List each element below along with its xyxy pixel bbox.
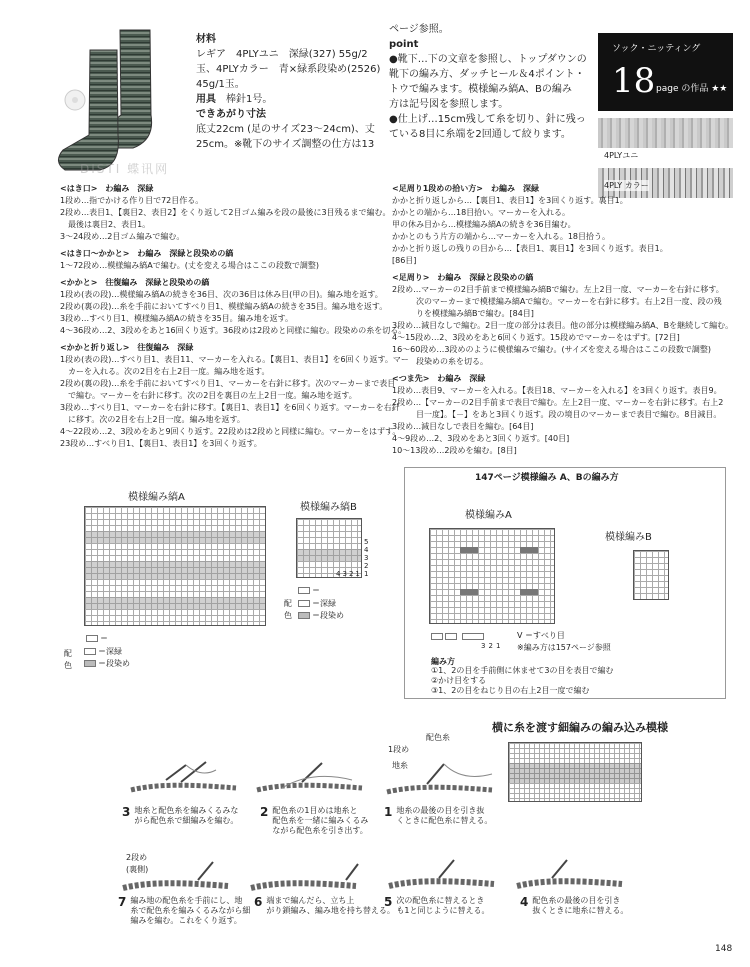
chart-a-shade bbox=[85, 531, 265, 543]
label-row2: 2段め (裏側) bbox=[126, 853, 149, 874]
shade-box-icon bbox=[84, 660, 96, 667]
slip-key-text: ＝すべり目 bbox=[525, 631, 565, 640]
blank-box-icon bbox=[445, 633, 457, 640]
materials-block bbox=[196, 32, 386, 152]
section-line: 3段め…減目なしで編む。2目一度の部分は表目。他の部分は模様編み縞A、Bを継続して編む。 bbox=[392, 321, 734, 330]
blank-box-icon bbox=[86, 635, 98, 642]
method-step: ③1、2の目をねじり目の右上2目一度で編む bbox=[431, 686, 590, 695]
section-line: 10～13段め…2段めを編む。[8目] bbox=[392, 446, 517, 455]
tools-value: 棒針1号。 bbox=[226, 94, 273, 105]
section-line: 4～22段め…2、3段めをあと9回くり返す。22段めは2段めと同様に編む。マーカーをはずす。 bbox=[60, 427, 401, 436]
section-line: 16～60段め…3段めのように模様編みで編む。(サイズを変える場合はここの段数で調整) bbox=[392, 345, 712, 354]
section-line: 2段め…【マーカーの2目手前まで表目で編む。左上2目一度、マーカーを右針に移す。右上2 bbox=[392, 398, 724, 407]
method-step: ①1、2の目を手前側に休ませて3の目を表目で編む bbox=[431, 666, 614, 675]
method-title: 編み方 bbox=[431, 657, 455, 666]
step-illustration bbox=[246, 860, 366, 900]
chart-a-blank-key bbox=[86, 633, 108, 645]
chart-b-legend bbox=[298, 598, 344, 622]
point-lead: ページ参照。 bbox=[389, 24, 449, 35]
section-title: <はき口～かかと> わ編み 深緑と段染めの縞 bbox=[60, 249, 234, 258]
section-ashimawari bbox=[392, 272, 732, 368]
point-line-3: トウで編みます。模様編み縞A、Bの編み bbox=[389, 84, 572, 95]
method-steps bbox=[431, 666, 613, 696]
section-line: 3段め…減目なしで表目を編む。[64目] bbox=[392, 422, 534, 431]
section-line: 甲の休み目から…模様編み縞Aの続きを36目編む。 bbox=[392, 220, 576, 229]
chart-a-shade bbox=[85, 561, 265, 579]
chart-a-legend bbox=[84, 646, 130, 670]
legend-shade-text: ＝段染め bbox=[312, 611, 344, 620]
section-line: 4～9段め…2、3段めをあと3回くり返す。[40目] bbox=[392, 434, 570, 443]
col-num: 1 bbox=[495, 642, 501, 650]
step-illustration bbox=[512, 858, 632, 898]
step-number: 6 bbox=[254, 895, 263, 909]
stitch-box-icon bbox=[462, 633, 484, 640]
section-line: かかとの端から…18目拾い。マーカーを入れる。 bbox=[392, 208, 571, 217]
chart-b-row-nums bbox=[364, 538, 368, 578]
plain-box-icon bbox=[84, 648, 96, 655]
materials-line-1: レギア 4PLYユニ 深緑(327) 55g/2 bbox=[196, 49, 368, 60]
section-line: 3～24段め…2目ゴム編みで編む。 bbox=[60, 232, 185, 241]
step-caption bbox=[254, 896, 395, 916]
point-block bbox=[389, 22, 594, 142]
section-title: <つま先> わ編み 深緑 bbox=[392, 374, 486, 383]
point-heading: point bbox=[389, 39, 419, 50]
col-num: 1 bbox=[355, 570, 360, 578]
step-illustration bbox=[384, 858, 504, 898]
step-caption bbox=[260, 806, 368, 836]
pattern-ab-header: 147ページ模様編み A、Bの編み方 bbox=[475, 473, 619, 483]
pattern-col-nums bbox=[481, 642, 500, 650]
watermark-top: DISTI 蝶讯网 bbox=[80, 162, 170, 176]
section-line: 2段め…マーカーの2目手前まで模様編み縞Bで編む。左上2目一度、マーカーを右針に移す。 bbox=[392, 285, 724, 294]
section-line: 2段め(裏の段)…糸を手前においてすべり目1、マーカーを右針に移す。次のマーカーまで表目 bbox=[60, 379, 396, 388]
section-title: <かかと折り返し> 往復編み 深緑 bbox=[60, 343, 194, 352]
label-base: 地糸 bbox=[392, 761, 408, 770]
col-num: 2 bbox=[488, 642, 493, 650]
row-num: 1 bbox=[364, 570, 369, 578]
section-hakiguchi-kakato bbox=[60, 248, 395, 272]
step-number: 2 bbox=[260, 805, 269, 819]
step-number: 1 bbox=[384, 805, 393, 819]
pattern-b-grid bbox=[633, 550, 669, 600]
chart-a-legend-label: 配色 bbox=[64, 649, 72, 670]
tools-label: 用具 bbox=[196, 94, 216, 105]
chart-b-shade bbox=[297, 549, 361, 561]
row-num: 2 bbox=[364, 562, 369, 570]
section-kakato-orikaeshi bbox=[60, 342, 409, 450]
section-line: 2段め…表目1、【裏目2、表目2】をくり返して2目ゴム編みを段の最後に3目残るまで編む。 bbox=[60, 208, 391, 217]
section-line: 1段め(表の段)…すべり目1、表目11、マーカーを入れる。【裏目1、表目1】を6回くり返す。マー bbox=[60, 355, 409, 364]
chart-b-legend-label: 配色 bbox=[284, 599, 292, 620]
step-number: 7 bbox=[118, 895, 127, 909]
legend-plain-text: ＝深緑 bbox=[312, 599, 336, 608]
crochet-chart-shade bbox=[509, 763, 641, 783]
point-line-2: 靴下の編み方、ダッチヒール＆4ポイント・ bbox=[389, 69, 585, 80]
section-line: 4～36段め…2、3段めをあと16回くり返す。36段めは2段めと同様に編む。段染めの糸を切る。 bbox=[60, 326, 407, 335]
section-line: に移す。次の2目を右上2目一度。編み地を返す。 bbox=[60, 415, 245, 424]
chart-a-shade bbox=[85, 597, 265, 609]
step-text: 端まで編んだら、立ち上 がり鎖編み、編み地を持ち替える。 bbox=[266, 896, 395, 915]
method-step: ②かけ目をする bbox=[431, 676, 487, 685]
step-caption bbox=[520, 896, 628, 916]
pattern-a-title: 模様編みA bbox=[465, 510, 512, 521]
pattern-a-mark bbox=[520, 589, 538, 595]
section-tsumasaki bbox=[392, 373, 732, 457]
col-num: 4 bbox=[336, 570, 341, 578]
step-text: 地糸の最後の目を引き抜 くときに配色糸に替える。 bbox=[396, 806, 493, 825]
badge-label: ソック・ニッティング bbox=[612, 44, 701, 54]
yarn-label-color: 4PLY カラー bbox=[604, 181, 649, 190]
size-line-1: 底丈22cm (足のサイズ23～24cm)、丈 bbox=[196, 124, 375, 135]
section-title: <足周り1段めの拾い方> わ編み 深緑 bbox=[392, 184, 539, 193]
section-ashimawari-hiroi bbox=[392, 183, 732, 267]
section-line: 最後は裏目2、表目1。 bbox=[60, 220, 151, 229]
blank-box-icon bbox=[431, 633, 443, 640]
pattern-a-mark bbox=[460, 589, 478, 595]
section-line: 4～15段め…2、3段めをあと6回くり返す。15段めでマーカーをはずす。[72目] bbox=[392, 333, 680, 342]
row-num: 4 bbox=[364, 546, 369, 554]
chart-b-grid bbox=[296, 518, 362, 578]
section-line: [86目] bbox=[392, 256, 417, 265]
legend-shade-text: ＝段染め bbox=[98, 659, 130, 668]
col-num: 3 bbox=[342, 570, 347, 578]
size-heading: できあがり寸法 bbox=[196, 109, 266, 120]
section-hakiguchi bbox=[60, 183, 395, 243]
blank-key-text: ＝ bbox=[100, 634, 108, 643]
pattern-ab-box bbox=[404, 467, 726, 699]
row-num: 3 bbox=[364, 554, 369, 562]
chart-b-blank-key bbox=[298, 585, 320, 597]
materials-line-3: 45g/1玉。 bbox=[196, 79, 245, 90]
section-line: 3段め…すべり目1、模様編み縞Aの続きを35目。編み地を返す。 bbox=[60, 314, 294, 323]
pattern-a-mark bbox=[460, 547, 478, 553]
pattern-badge bbox=[598, 33, 733, 111]
legend-plain-text: ＝深緑 bbox=[98, 647, 122, 656]
shade-box-icon bbox=[298, 612, 310, 619]
section-title: <足周り> わ編み 深緑と段染めの縞 bbox=[392, 273, 534, 282]
materials-line-2: 玉、4PLYカラー 青×緑系段染め(2526) bbox=[196, 64, 381, 75]
step-text: 編み地の配色糸を手前にし、地 糸で配色糸を編みくるみながら細 編みを編む。これをくり返す。 bbox=[130, 896, 251, 925]
label-row1: 1段め bbox=[388, 745, 410, 754]
step-caption bbox=[118, 896, 250, 926]
point-line-5: ●仕上げ…15cm残して糸を切り、針に残っ bbox=[389, 114, 586, 125]
page-number: 148 bbox=[715, 944, 733, 954]
step-caption bbox=[122, 806, 238, 826]
section-line: で編む。マーカーを右針に移す。次の2目を裏目の左上2目一度。編み地を返す。 bbox=[60, 391, 357, 400]
step-illustration bbox=[126, 760, 246, 800]
plain-box-icon bbox=[298, 600, 310, 607]
section-line: かかと折り返しから…【裏目1、表目1】を3回くり返す。裏目1。 bbox=[392, 196, 628, 205]
pattern-a-mark bbox=[520, 547, 538, 553]
chart-a-title: 模様編み縞A bbox=[128, 492, 185, 503]
section-line: 段染めの糸を切る。 bbox=[392, 357, 488, 366]
yarn-swatch-uni bbox=[598, 118, 733, 148]
section-line: カーを入れる。次の2目を右上2目一度。編み地を返す。 bbox=[60, 367, 270, 376]
point-line-1: ●靴下…下の文章を参照し、トップダウンの bbox=[389, 54, 587, 65]
chart-b-title: 模様編み縞B bbox=[300, 502, 357, 513]
size-line-2: 25cm。※靴下のサイズ調整の仕方は13 bbox=[196, 139, 375, 150]
section-line: 2段め(裏の段)…糸を手前においてすべり目1、模様編み縞Aの続きを35目。編み地を返す。 bbox=[60, 302, 388, 311]
crochet-title: 横に糸を渡す細編みの編み込み模様 bbox=[492, 721, 668, 734]
section-title: <はき口> わ編み 深緑 bbox=[60, 184, 154, 193]
slip-key bbox=[517, 630, 565, 642]
point-line-6: ている8目に糸端を2回通して絞ります。 bbox=[389, 129, 571, 140]
sock-photo bbox=[45, 20, 185, 180]
yarn-label-uni: 4PLYユニ bbox=[604, 151, 639, 160]
step-text: 次の配色糸に替えるとき も1と同じように替える。 bbox=[396, 896, 490, 915]
step-text: 配色糸の1目めは地糸と 配色糸を一緒に編みくるみ ながら配色糸を引き出す。 bbox=[272, 806, 369, 835]
chart-a-grid bbox=[84, 506, 266, 626]
materials-heading: 材料 bbox=[196, 34, 216, 45]
section-line: かかと折り返しの残りの目から…【表目1、裏目1】を3回くり返す。表目1。 bbox=[392, 244, 668, 253]
pattern-key bbox=[431, 631, 486, 643]
pattern-a-grid bbox=[429, 528, 555, 624]
step-illustration bbox=[382, 762, 502, 802]
point-line-4: 方は記号図を参照します。 bbox=[389, 99, 509, 110]
step-number: 4 bbox=[520, 895, 529, 909]
step-number: 5 bbox=[384, 895, 393, 909]
right-instructions bbox=[392, 183, 732, 457]
section-line: 1段め…指でかける作り目で72目作る。 bbox=[60, 196, 204, 205]
step-caption bbox=[384, 806, 492, 826]
section-line: 次のマーカーまで模様編み縞Aで編む。マーカーを右針に移す。右上2目一度、段の残 bbox=[392, 297, 722, 306]
step-caption bbox=[384, 896, 489, 916]
section-line: 1段め(表の段)…模様編み縞Aの続きを36目、次の36目は休み目(甲の目)。編み地を返す。 bbox=[60, 290, 383, 299]
step-text: 配色糸の最後の目を引き 抜くときに地糸に替える。 bbox=[532, 896, 629, 915]
pattern-b-title: 模様編みB bbox=[605, 532, 652, 543]
step-illustration bbox=[118, 860, 238, 900]
section-line: 23段め…すべり目1、【裏目1、表目1】を3回くり返す。 bbox=[60, 439, 262, 448]
section-line: りを模様編み縞Bで編む。[84目] bbox=[392, 309, 534, 318]
chart-b-col-nums bbox=[336, 570, 360, 578]
step-illustration bbox=[252, 760, 372, 800]
section-line: 3段め…すべり目1、マーカーを右針に移す。【裏目1、表目1】を6回くり返す。マーカーを右針 bbox=[60, 403, 400, 412]
blank-box-icon bbox=[298, 587, 310, 594]
slip-stitch-icon: V bbox=[517, 631, 523, 640]
step-number: 3 bbox=[122, 805, 131, 819]
section-line: 1～72段め…模様編み縞Aで編む。(丈を変える場合はここの段数で調整) bbox=[60, 261, 319, 270]
section-title: <かかと> 往復編み 深緑と段染めの縞 bbox=[60, 278, 210, 287]
row-num: 5 bbox=[364, 538, 369, 546]
badge-number: 18 bbox=[612, 61, 656, 101]
step-text: 地糸と配色糸を編みくるみな がら配色糸で細編みを編む。 bbox=[134, 806, 239, 825]
section-line: 目一度】。【－】をあと3回くり返す。段の境目のマーカーまで表目で編む。8目減目。 bbox=[392, 410, 722, 419]
blank-key-text: ＝ bbox=[312, 586, 320, 595]
crochet-chart bbox=[508, 742, 642, 802]
badge-page-text: page の作品 ★★ bbox=[656, 84, 728, 94]
col-num: 2 bbox=[348, 570, 354, 578]
col-num: 3 bbox=[481, 642, 486, 650]
section-line: かかとのもう片方の端から…マーカーを入れる。18目拾う。 bbox=[392, 232, 611, 241]
section-kakato bbox=[60, 277, 407, 337]
label-color: 配色糸 bbox=[426, 733, 450, 742]
section-line: 1段め…表目9、マーカーを入れる。【表目18、マーカーを入れる】を3回くり返す。表目9。 bbox=[392, 386, 722, 395]
slip-key-note: ※編み方は157ページ参照 bbox=[517, 643, 611, 652]
